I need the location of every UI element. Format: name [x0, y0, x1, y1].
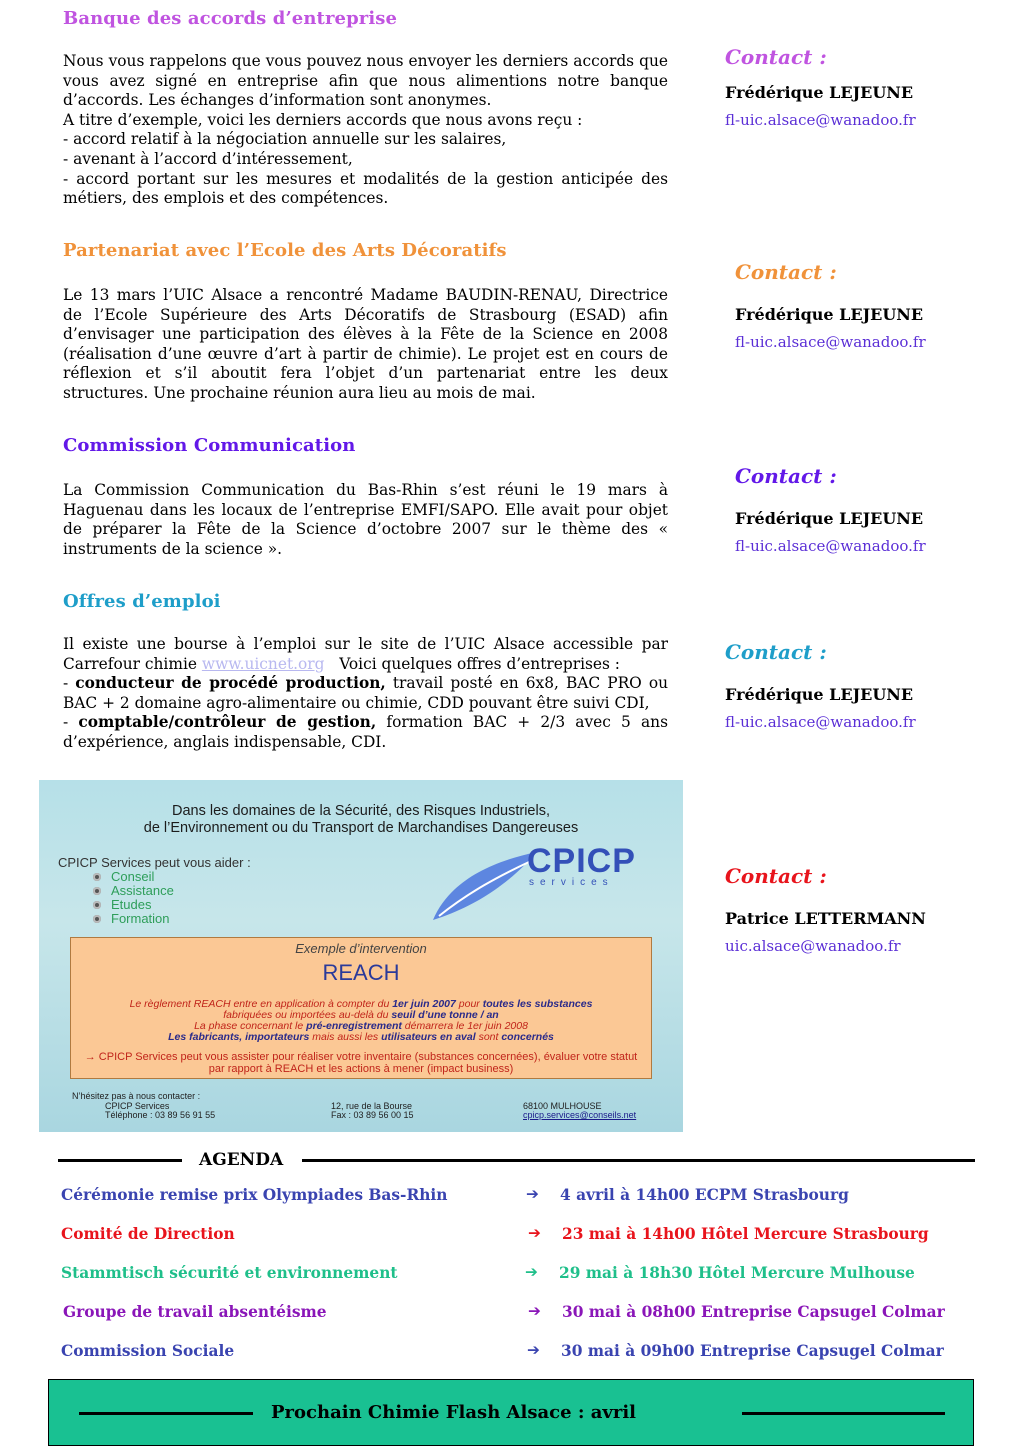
company-name: CPICP Services [105, 1101, 170, 1111]
section-title-partenariat: Partenariat avec l’Ecole des Arts Décoratifs [63, 240, 507, 261]
intro-text: Il existe une bourse à l’emploi sur le site de l’UIC Alsace accessible par Carrefour chimie [63, 635, 668, 673]
contact-block [725, 45, 916, 129]
text: seuil d’une tonne / an [391, 1009, 499, 1021]
reach-example-box [70, 937, 652, 1079]
city: 68100 MULHOUSE [523, 1101, 602, 1111]
paragraph: Nous vous rappelons que vous pouvez nous envoyer les derniers accords que vous avez signé en entreprise afin que nous alimentions notre banque d’accords. Les échanges d’information sont anonymes. [63, 52, 668, 110]
job-offer [63, 713, 668, 752]
cpicp-logo-text: CPICP [527, 842, 636, 880]
service-item: Formation [91, 912, 174, 926]
agenda-rule-left [58, 1159, 182, 1162]
agenda-event: Groupe de travail absentéisme [63, 1303, 327, 1321]
agenda-event: Commission Sociale [61, 1342, 235, 1360]
agenda-event: Stammtisch sécurité et environnement [61, 1264, 398, 1282]
paragraph [63, 635, 668, 674]
contact-email[interactable]: fl-uic.alsace@wanadoo.fr [735, 333, 926, 351]
intro-after-text: Voici quelques offres d’entreprises : [339, 654, 620, 673]
cpicp-advert [39, 780, 683, 1132]
agenda-rule-right [302, 1159, 975, 1162]
advert-headline: de l’Environnement ou du Transport de Marchandises Dangereuses [143, 820, 579, 836]
job-details: travail posté en 6x8, BAC PRO ou BAC + 2 domaine agro-alimentaire ou chimie, CDD pouvant être suivi CDI, [63, 674, 669, 712]
advert-email[interactable]: cpicp.services@conseils.net [523, 1110, 637, 1120]
contact-email[interactable]: fl-uic.alsace@wanadoo.fr [725, 111, 916, 129]
arrow-right-icon: ➔ [528, 1302, 541, 1320]
list-item: - avenant à l’accord d’intéressement, [63, 149, 353, 168]
street: 12, rue de la Bourse [331, 1101, 413, 1111]
section-body-offres [63, 635, 668, 753]
contact-label: Contact : [735, 260, 837, 284]
agenda-when: 4 avril à 14h00 ECPM Strasbourg [560, 1186, 849, 1204]
assist-text: → CPICP Services peut vous assister pour réaliser votre inventaire (substances concernées), évaluer votre statut par rapport à REACH et les actions à mener (impact business) [84, 1051, 638, 1075]
text: mais aussi les [309, 1031, 382, 1043]
footer-rule-left [79, 1412, 253, 1415]
list-item: - accord relatif à la négociation annuelle sur les salaires, [63, 130, 507, 149]
list-item: - accord portant sur les mesures et modalités de la gestion anticipée des métiers, des emplois et des compétences. [63, 169, 668, 208]
contact-label: Contact : [725, 864, 827, 888]
example-heading: Exemple d’intervention [295, 941, 427, 956]
contact-name: Patrice LETTERMANN [725, 909, 926, 928]
job-title: comptable/contrôleur de gestion, [78, 713, 377, 732]
contact-name: Frédérique LEJEUNE [735, 305, 924, 324]
agenda-when: 30 mai à 09h00 Entreprise Capsugel Colmar [561, 1342, 944, 1360]
services-list [91, 870, 174, 926]
text: La phase concernant le [194, 1020, 307, 1032]
section-title-communication: Commission Communication [63, 435, 356, 456]
section-body-banque [63, 52, 668, 209]
contact-block [735, 260, 926, 351]
agenda-title: AGENDA [199, 1150, 284, 1170]
leaf-logo-icon [429, 842, 539, 932]
contact-label: Contact : [725, 640, 827, 664]
job-title: conducteur de procédé production, [75, 674, 386, 693]
text: concernés [501, 1031, 554, 1043]
footer-rule-right [742, 1412, 945, 1415]
text: Les fabricants, importateurs [168, 1031, 310, 1043]
text: pour [455, 998, 483, 1010]
reach-title: REACH [322, 960, 400, 985]
job-offer [63, 674, 668, 713]
service-item: Conseil [91, 870, 174, 884]
contact-label: Contact : [735, 464, 837, 488]
contact-intro: N’hésitez pas à nous contacter : [72, 1091, 201, 1101]
phone: Téléphone : 03 89 56 91 55 [105, 1110, 216, 1120]
text: Le règlement REACH entre en application à compter du [129, 998, 393, 1010]
text: sont [475, 1031, 502, 1043]
section-title-offres: Offres d’emploi [63, 591, 221, 612]
agenda-when: 30 mai à 08h00 Entreprise Capsugel Colmar [562, 1303, 945, 1321]
contact-name: Frédérique LEJEUNE [735, 509, 924, 528]
text: toutes les substances [482, 998, 593, 1010]
text: utilisateurs en aval [381, 1031, 476, 1043]
service-item: Etudes [91, 898, 174, 912]
paragraph: Le 13 mars l’UIC Alsace a rencontré Madame BAUDIN-RENAU, Directrice de l’Ecole Supérieure des Arts Décoratifs de Strasbourg (ESAD) afin d’envisager une participation des élèves à la Fête de la Science en 2008 (réalisation d’une œuvre d’art à partir de chimie). Le projet est en cours de réflexion et s’il aboutit fera l’objet d’un partenariat entre les deux structures. Une prochaine réunion aura lieu au mois de mai. [63, 286, 668, 402]
agenda-event: Comité de Direction [61, 1225, 235, 1243]
contact-name: Frédérique LEJEUNE [725, 83, 914, 102]
fax: Fax : 03 89 56 00 15 [331, 1110, 414, 1120]
contact-block [725, 864, 926, 955]
contact-name: Frédérique LEJEUNE [725, 685, 914, 704]
arrow-right-icon: ➔ [528, 1224, 541, 1242]
dash: - [63, 713, 79, 732]
section-title-banque: Banque des accords d’entreprise [63, 8, 398, 29]
uicnet-link[interactable]: www.uicnet.org [201, 654, 325, 673]
text: pré-enregistrement [306, 1020, 402, 1032]
text: démarrera le 1er juin 2008 [401, 1020, 528, 1032]
service-item: Assistance [91, 884, 174, 898]
paragraph: A titre d’exemple, voici les derniers accords que nous avons reçu : [63, 110, 583, 129]
contact-label: Contact : [725, 45, 827, 69]
arrow-right-icon: ➔ [526, 1185, 539, 1203]
advert-headline: Dans les domaines de la Sécurité, des Risques Industriels, [172, 803, 550, 819]
text: 1er juin 2007 [392, 998, 456, 1010]
contact-block [725, 640, 916, 731]
agenda-when: 29 mai à 18h30 Hôtel Mercure Mulhouse [559, 1264, 915, 1282]
job-details: formation BAC + 2/3 avec 5 ans d’expérience, anglais indispensable, CDI. [63, 713, 668, 751]
arrow-right-icon: ➔ [527, 1341, 540, 1359]
section-body-communication [63, 481, 668, 559]
contact-block [735, 464, 926, 555]
text: fabriquées ou importées au-delà du [223, 1009, 392, 1021]
contact-email[interactable]: fl-uic.alsace@wanadoo.fr [735, 537, 926, 555]
next-issue-banner [48, 1379, 974, 1446]
section-body-partenariat [63, 286, 668, 404]
paragraph: La Commission Communication du Bas-Rhin s’est réuni le 19 mars à Haguenau dans les locaux de l’entreprise EMFI/SAPO. Elle avait pour objet de préparer la Fête de la Science d’octobre 2007 sur le thème des « instruments de la science ». [63, 481, 668, 558]
contact-email[interactable]: fl-uic.alsace@wanadoo.fr [725, 713, 916, 731]
dash: - [63, 674, 76, 693]
arrow-right-icon: ➔ [525, 1263, 538, 1281]
cpicp-logo-sub: services [529, 877, 614, 888]
reach-line [71, 1032, 651, 1043]
agenda-event: Cérémonie remise prix Olympiades Bas-Rhin [61, 1186, 448, 1204]
advert-help-text: CPICP Services peut vous aider : [58, 855, 251, 870]
next-issue-text: Prochain Chimie Flash Alsace : avril [271, 1402, 637, 1423]
contact-email[interactable]: uic.alsace@wanadoo.fr [725, 937, 901, 955]
agenda-when: 23 mai à 14h00 Hôtel Mercure Strasbourg [562, 1225, 929, 1243]
